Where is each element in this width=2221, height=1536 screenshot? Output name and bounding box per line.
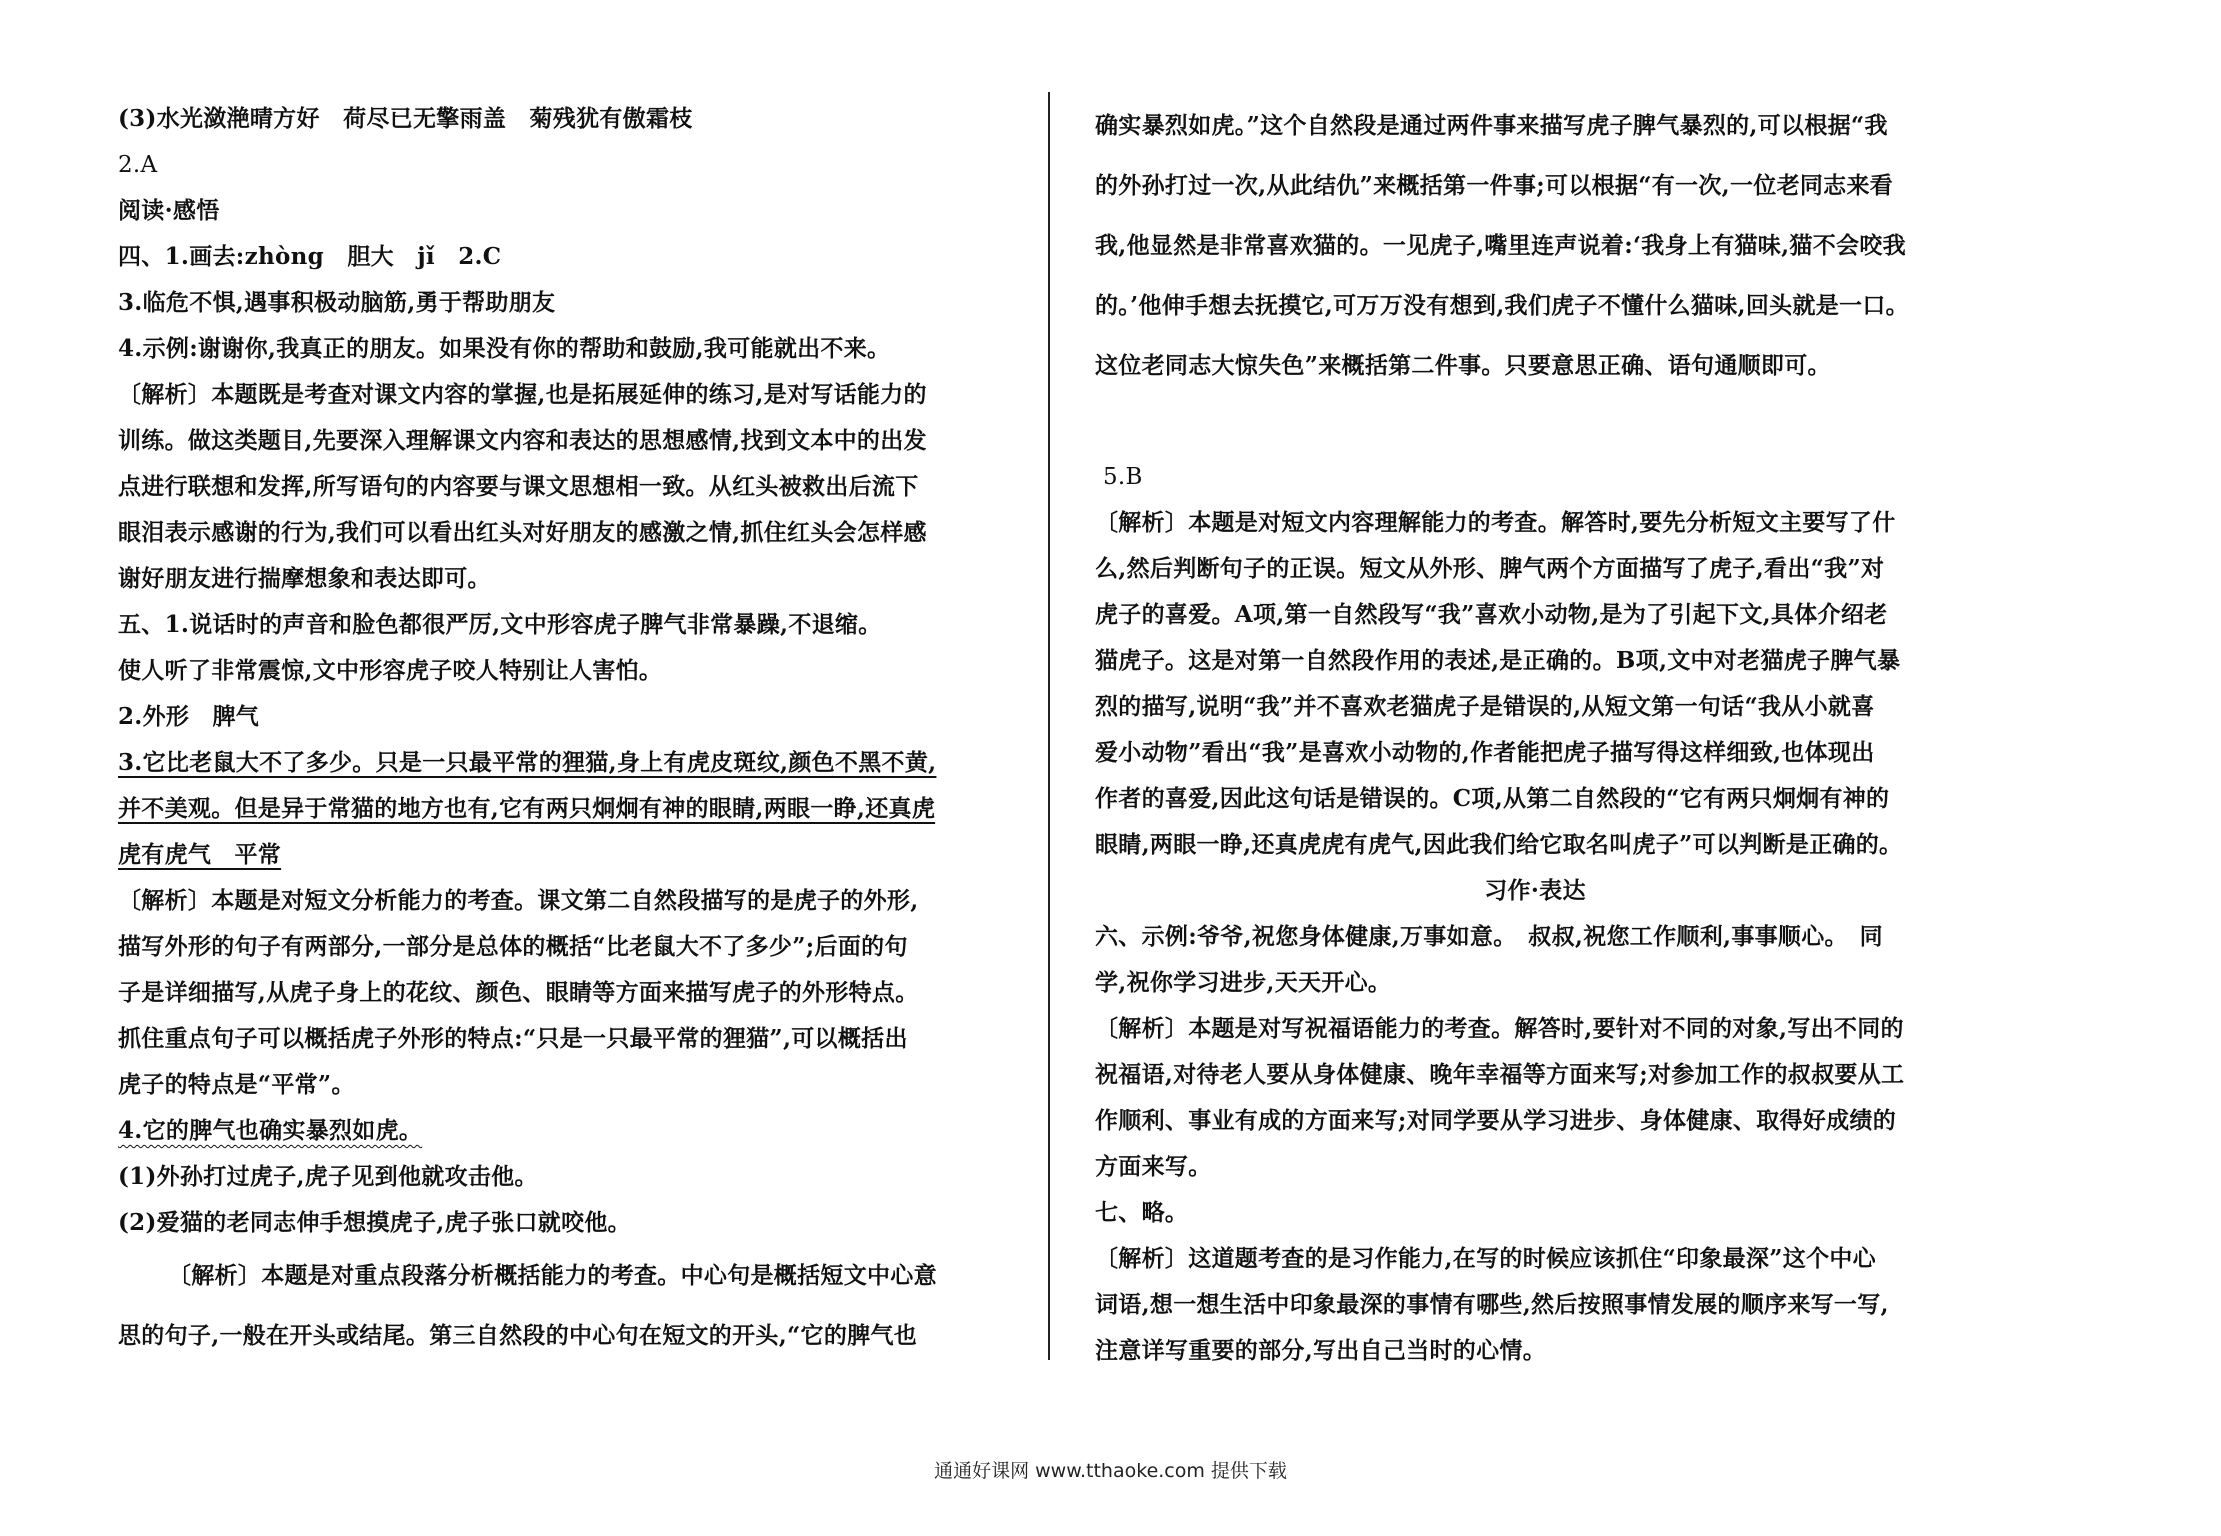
section-heading: 习作·表达 bbox=[1484, 877, 1586, 904]
text-line: 抓住重点句子可以概括虎子外形的特点:“只是一只最平常的狸猫”,可以概括出 bbox=[118, 1025, 908, 1052]
text-line: 确实暴烈如虎。”这个自然段是通过两件事来描写虎子脾气暴烈的,可以根据“我 bbox=[1095, 112, 1888, 139]
section-heading: 阅读·感悟 bbox=[118, 197, 220, 224]
text-line: 的。’他伸手想去抚摸它,可万万没有想到,我们虎子不懂什么猫味,回头就是一口。 bbox=[1095, 292, 1909, 319]
text-line: 四、1.画去:zhòng 胆大 jǐ 2.C bbox=[118, 243, 502, 270]
spacer bbox=[1095, 396, 1975, 454]
text-line: (1)外孙打过虎子,虎子见到他就攻击他。 bbox=[118, 1163, 538, 1190]
text-line: 描写外形的句子有两部分,一部分是总体的概括“比老鼠大不了多少”;后面的句 bbox=[118, 933, 908, 960]
text-line: (2)爱猫的老同志伸手想摸虎子,虎子张口就咬他。 bbox=[118, 1209, 631, 1236]
text-line: 使人听了非常震惊,文中形容虎子咬人特别让人害怕。 bbox=[118, 657, 663, 684]
text-line: 〔解析〕本题是对写祝福语能力的考查。解答时,要针对不同的对象,写出不同的 bbox=[1095, 1015, 1904, 1042]
text-line: 思的句子,一般在开头或结尾。第三自然段的中心句在短文的开头,“它的脾气也 bbox=[118, 1322, 918, 1349]
column-divider bbox=[1048, 92, 1050, 1360]
text-line: 眼睛,两眼一睁,还真虎虎有虎气,因此我们给它取名叫虎子”可以判断是正确的。 bbox=[1095, 831, 1903, 858]
text-line: 〔解析〕本题既是考查对课文内容的掌握,也是拓展延伸的练习,是对写话能力的 bbox=[118, 381, 927, 408]
text-line: 〔解析〕这道题考查的是习作能力,在写的时候应该抓住“印象最深”这个中心 bbox=[1095, 1245, 1876, 1272]
text-line: 六、示例:爷爷,祝您身体健康,万事如意。 叔叔,祝您工作顺利,事事顺心。 同 bbox=[1095, 923, 1883, 950]
text-line: 〔解析〕本题是对重点段落分析概括能力的考查。中心句是概括短文中心意 bbox=[168, 1262, 937, 1289]
text-line: 作者的喜爱,因此这句话是错误的。C项,从第二自然段的“它有两只炯炯有神的 bbox=[1095, 785, 1890, 812]
underlined-line: 3.它比老鼠大不了多少。只是一只最平常的狸猫,身上有虎皮斑纹,颜色不黑不黄, bbox=[118, 749, 937, 776]
left-column bbox=[118, 96, 998, 1366]
text-line: 眼泪表示感谢的行为,我们可以看出红头对好朋友的感激之情,抓住红头会怎样感 bbox=[118, 519, 927, 546]
text-line: 五、1.说话时的声音和脸色都很严厉,文中形容虎子脾气非常暴躁,不退缩。 bbox=[118, 611, 882, 638]
text-line: 5.B bbox=[1103, 464, 1143, 490]
text-line: 爱小动物”看出“我”是喜欢小动物的,作者能把虎子描写得这样细致,也体现出 bbox=[1095, 739, 1875, 766]
text-line: 方面来写。 bbox=[1095, 1153, 1212, 1180]
underlined-line: 虎有虎气 平常 bbox=[118, 841, 282, 868]
text-line: 注意详写重要的部分,写出自己当时的心情。 bbox=[1095, 1337, 1547, 1364]
text-line: 猫虎子。这是对第一自然段作用的表述,是正确的。B项,文中对老猫虎子脾气暴 bbox=[1095, 647, 1901, 674]
text-line: 3.临危不惧,遇事积极动脑筋,勇于帮助朋友 bbox=[118, 289, 556, 316]
text-line: 的外孙打过一次,从此结仇”来概括第一件事;可以根据“有一次,一位老同志来看 bbox=[1095, 172, 1894, 199]
text-line: 谢好朋友进行揣摩想象和表达即可。 bbox=[118, 565, 491, 592]
text-line: 么,然后判断句子的正误。短文从外形、脾气两个方面描写了虎子,看出“我”对 bbox=[1095, 555, 1885, 582]
text-line: 4.示例:谢谢你,我真正的朋友。如果没有你的帮助和鼓励,我可能就出不来。 bbox=[118, 335, 891, 362]
text-line: 祝福语,对待老人要从身体健康、晚年幸福等方面来写;对参加工作的叔叔要从工 bbox=[1095, 1061, 1905, 1088]
text-line: 作顺利、事业有成的方面来写;对同学要从学习进步、身体健康、取得好成绩的 bbox=[1095, 1107, 1896, 1134]
text-line: 词语,想一想生活中印象最深的事情有哪些,然后按照事情发展的顺序来写一写, bbox=[1095, 1291, 1889, 1318]
text-line: 子是详细描写,从虎子身上的花纹、颜色、眼睛等方面来描写虎子的外形特点。 bbox=[118, 979, 919, 1006]
text-line: 这位老同志大惊失色”来概括第二件事。只要意思正确、语句通顺即可。 bbox=[1095, 352, 1831, 379]
text-line: 训练。做这类题目,先要深入理解课文内容和表达的思想感情,找到文本中的出发 bbox=[118, 427, 927, 454]
wavy-underlined-text: 4.它的脾气也确实暴烈如虎。 bbox=[118, 1117, 423, 1144]
text-line: 〔解析〕本题是对短文分析能力的考查。课文第二自然段描写的是虎子的外形, bbox=[118, 887, 919, 914]
text-line: 七、略。 bbox=[1095, 1199, 1189, 1226]
text-line: 虎子的喜爱。A项,第一自然段写“我”喜欢小动物,是为了引起下文,具体介绍老 bbox=[1095, 601, 1888, 628]
text-line: 虎子的特点是“平常”。 bbox=[118, 1071, 355, 1098]
right-column bbox=[1095, 96, 1975, 1374]
text-line: 烈的描写,说明“我”并不喜欢老猫虎子是错误的,从短文第一句话“我从小就喜 bbox=[1095, 693, 1875, 720]
text-line bbox=[118, 1108, 998, 1154]
text-line: 2.外形 脾气 bbox=[118, 703, 260, 730]
underlined-line: 并不美观。但是异于常猫的地方也有,它有两只炯炯有神的眼睛,两眼一睁,还真虎 bbox=[118, 795, 936, 822]
text-line: (3)水光潋滟晴方好 荷尽已无擎雨盖 菊残犹有傲霜枝 bbox=[118, 105, 693, 132]
text-line: 我,他显然是非常喜欢猫的。一见虎子,嘴里连声说着:‘我身上有猫味,猫不会咬我 bbox=[1095, 232, 1906, 259]
footer-credit: 通通好课网 www.tthaoke.com 提供下载 bbox=[934, 1460, 1287, 1482]
text-line: 点进行联想和发挥,所写语句的内容要与课文思想相一致。从红头被救出后流下 bbox=[118, 473, 919, 500]
text-line: 学,祝你学习进步,天天开心。 bbox=[1095, 969, 1392, 996]
text-line: 2.A bbox=[118, 152, 158, 178]
text-line: 〔解析〕本题是对短文内容理解能力的考查。解答时,要先分析短文主要写了什 bbox=[1095, 509, 1896, 536]
